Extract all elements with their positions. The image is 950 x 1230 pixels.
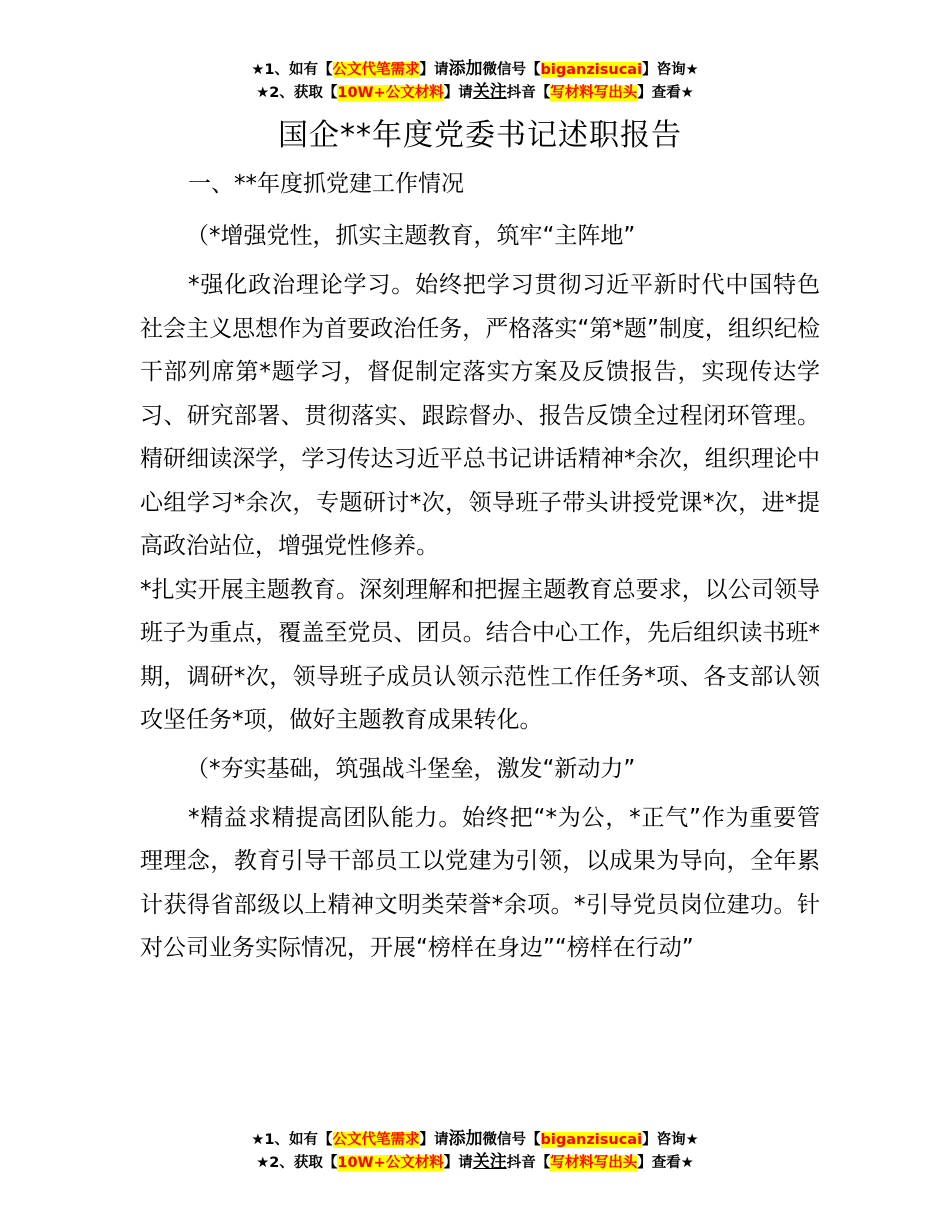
paragraph: *扎实开展主题教育。深刻理解和把握主题教育总要求，以公司领导班子为重点，覆盖至党员、团员。结合中心工作，先后组织读书班*期，调研*次，领导班子成员认领示范性工作任务*项、各支部认领攻坚任务*项，做好主题教育成果转化。 [140,576,820,733]
banner-text: ★2、获取【 [256,85,338,101]
banner-text: 】咨询★ [642,62,699,78]
banner-highlight: 写材料写出头 [550,85,638,101]
subsection-heading: （*夯实基础，筑强战斗堡垒，激发“新动力” [186,755,636,782]
banner-text: ★1、如有【 [251,62,333,78]
footer-banner [0,1128,950,1174]
banner-text: 】查看★ [637,1155,694,1171]
paragraph: *强化政治理论学习。始终把学习贯彻习近平新时代中国特色社会主义思想作为首要政治任务，严格落实“第*题”制度，组织纪检干部列席第*题学习，督促制定落实方案及反馈报告，实现传达学习、研究部署、贯彻落实、跟踪督办、报告反馈全过程闭环管理。精研细读深学，学习传达习近平总书记讲话精神*余次，组织理论中心组学习*余次，专题研讨*次，领导班子带头讲授党课*次，进*提高政治站位，增强党性修养。 [140,272,820,559]
banner-line-1 [0,58,950,81]
banner-line-2 [0,81,950,104]
banner-emphasis: 关注 [472,82,507,102]
banner-text: 】请 [443,85,473,101]
document-title: 国企**年度党委书记述职报告 [278,118,682,153]
banner-text: 抖音【 [506,85,551,101]
banner-text: 】咨询★ [642,1132,699,1148]
banner-highlight: 写材料写出头 [550,1155,638,1171]
section-heading: 一、**年度抓党建工作情况 [188,171,464,197]
banner-text: 】查看★ [637,85,694,101]
paragraph: *精益求精提高团队能力。始终把“*为公，*正气”作为重要管理理念，教育引导干部员工以党建为引领，以成果为导向，全年累计获得省部级以上精神文明类荣誉*余项。*引导党员岗位建功。针对公司业务实际情况，开展“榜样在身边”“榜样在行动” [140,804,820,961]
banner-text: 】请 [443,1155,473,1171]
banner-emphasis: 添加 [448,59,483,79]
banner-emphasis: 添加 [448,1129,483,1149]
banner-text: 抖音【 [506,1155,551,1171]
banner-line-2 [0,1151,950,1174]
banner-text: ★2、获取【 [256,1155,338,1171]
banner-highlight: 10W+公文材料 [337,85,444,101]
banner-text: 】请 [419,1132,449,1148]
banner-text: 微信号【 [482,62,541,78]
banner-text: 微信号【 [482,1132,541,1148]
banner-highlight: biganzisucai [540,1132,643,1148]
banner-highlight: biganzisucai [540,62,643,78]
subsection-heading: （*增强党性，抓实主题教育，筑牢“主阵地” [186,223,636,249]
banner-text: ★1、如有【 [251,1132,333,1148]
banner-highlight: 10W+公文材料 [337,1155,444,1171]
banner-emphasis: 关注 [472,1152,507,1172]
banner-highlight: 公文代笔需求 [332,62,420,78]
banner-line-1 [0,1128,950,1151]
header-banner [0,58,950,104]
banner-text: 】请 [419,62,449,78]
banner-highlight: 公文代笔需求 [332,1132,420,1148]
document-body [140,112,820,971]
